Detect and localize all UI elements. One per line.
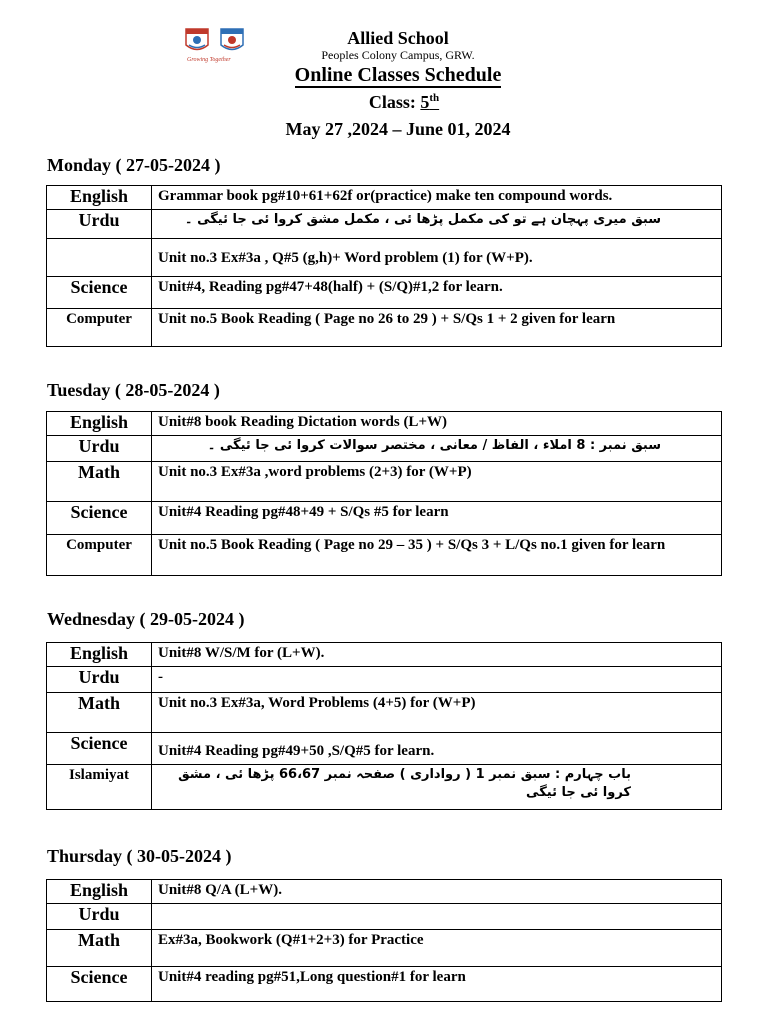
task-cell: Unit no.5 Book Reading ( Page no 29 – 35 ) + S/Qs 3 + L/Qs no.1 given for learn [152, 535, 722, 576]
table-row [47, 667, 722, 693]
subject-cell: Islamiyat [47, 765, 152, 810]
task-cell: Grammar book pg#10+61+62f or(practice) make ten compound words. [152, 186, 722, 210]
task-cell: Unit#8 book Reading Dictation words (L+W) [152, 412, 722, 436]
subject-cell: Science [47, 967, 152, 1002]
table-row [47, 210, 722, 239]
table-row [47, 693, 722, 733]
table-row [47, 309, 722, 347]
task-cell: سبق نمبر : 8 املاء ، الفاظ / معانی ، مختصر سوالات کروا ئی جا ئیگی ۔ [152, 436, 722, 462]
day-heading-tuesday: Tuesday ( 28-05-2024 ) [47, 380, 220, 400]
task-cell: Unit#4, Reading pg#47+48(half) + (S/Q)#1,2 for learn. [152, 277, 722, 309]
class-line [20, 92, 768, 113]
subject-cell: Math [47, 693, 152, 733]
task-cell: Unit no.3 Ex#3a ,word problems (2+3) for (W+P) [152, 462, 722, 502]
subject-cell: Math [47, 462, 152, 502]
table-row [47, 186, 722, 210]
subject-cell: English [47, 643, 152, 667]
subject-cell: English [47, 186, 152, 210]
task-cell [152, 904, 722, 930]
table-row [47, 462, 722, 502]
task-cell: Unit#4 Reading pg#49+50 ,S/Q#5 for learn. [152, 733, 722, 765]
table-row [47, 239, 722, 277]
page-title: Online Classes Schedule [294, 64, 502, 86]
subject-cell: Science [47, 502, 152, 535]
day-heading-thursday: Thursday ( 30-05-2024 ) [47, 846, 232, 866]
task-cell: - [152, 667, 722, 693]
school-name: Allied School [347, 28, 449, 48]
task-cell: Ex#3a, Bookwork (Q#1+2+3) for Practice [152, 930, 722, 967]
subject-cell: Computer [47, 535, 152, 576]
subject-cell: Urdu [47, 210, 152, 239]
day-heading-wednesday: Wednesday ( 29-05-2024 ) [47, 609, 245, 629]
subject-cell [47, 239, 152, 277]
task-cell: Unit no.3 Ex#3a , Q#5 (g,h)+ Word problem (1) for (W+P). [152, 239, 722, 277]
subject-cell: English [47, 412, 152, 436]
schedule-table-thursday [46, 879, 722, 1002]
subject-cell: Science [47, 733, 152, 765]
table-row [47, 643, 722, 667]
subject-cell: Science [47, 277, 152, 309]
task-cell: باب چہارم : سبق نمبر 1 ( رواداری ) صفحہ نمبر 66،67 پڑھا ئی ، مشق کروا ئی جا ئیگی [152, 765, 722, 810]
table-row [47, 733, 722, 765]
schedule-table-wednesday [46, 642, 722, 810]
subject-cell: Urdu [47, 904, 152, 930]
table-row [47, 412, 722, 436]
task-cell: Unit#8 Q/A (L+W). [152, 880, 722, 904]
schedule-table-tuesday [46, 411, 722, 576]
day-heading-monday: Monday ( 27-05-2024 ) [47, 155, 221, 175]
table-row [47, 904, 722, 930]
subject-cell: English [47, 880, 152, 904]
task-cell: Unit no.5 Book Reading ( Page no 26 to 29 ) + S/Qs 1 + 2 given for learn [152, 309, 722, 347]
table-row [47, 880, 722, 904]
class-number: 5th [420, 92, 440, 112]
table-row [47, 535, 722, 576]
task-cell: Unit no.3 Ex#3a, Word Problems (4+5) for (W+P) [152, 693, 722, 733]
date-range: May 27 ,2024 – June 01, 2024 [285, 119, 511, 139]
table-row [47, 277, 722, 309]
table-row [47, 436, 722, 462]
task-cell: Unit#4 Reading pg#48+49 + S/Qs #5 for learn [152, 502, 722, 535]
task-cell: سبق میری پہچان ہے تو کی مکمل پڑھا ئی ، مکمل مشق کروا ئی جا ئیگی ۔ [152, 210, 722, 239]
task-cell: Unit#4 reading pg#51,Long question#1 for learn [152, 967, 722, 1002]
class-label: Class: [368, 92, 416, 112]
table-row [47, 502, 722, 535]
campus-name: Peoples Colony Campus, GRW. [321, 48, 475, 62]
table-row [47, 967, 722, 1002]
subject-cell: Urdu [47, 667, 152, 693]
table-row [47, 765, 722, 810]
subject-cell: Urdu [47, 436, 152, 462]
subject-cell: Computer [47, 309, 152, 347]
table-row [47, 930, 722, 967]
task-cell: Unit#8 W/S/M for (L+W). [152, 643, 722, 667]
logo-caption: Growing Together [187, 57, 231, 63]
schedule-table-monday [46, 185, 722, 347]
subject-cell: Math [47, 930, 152, 967]
